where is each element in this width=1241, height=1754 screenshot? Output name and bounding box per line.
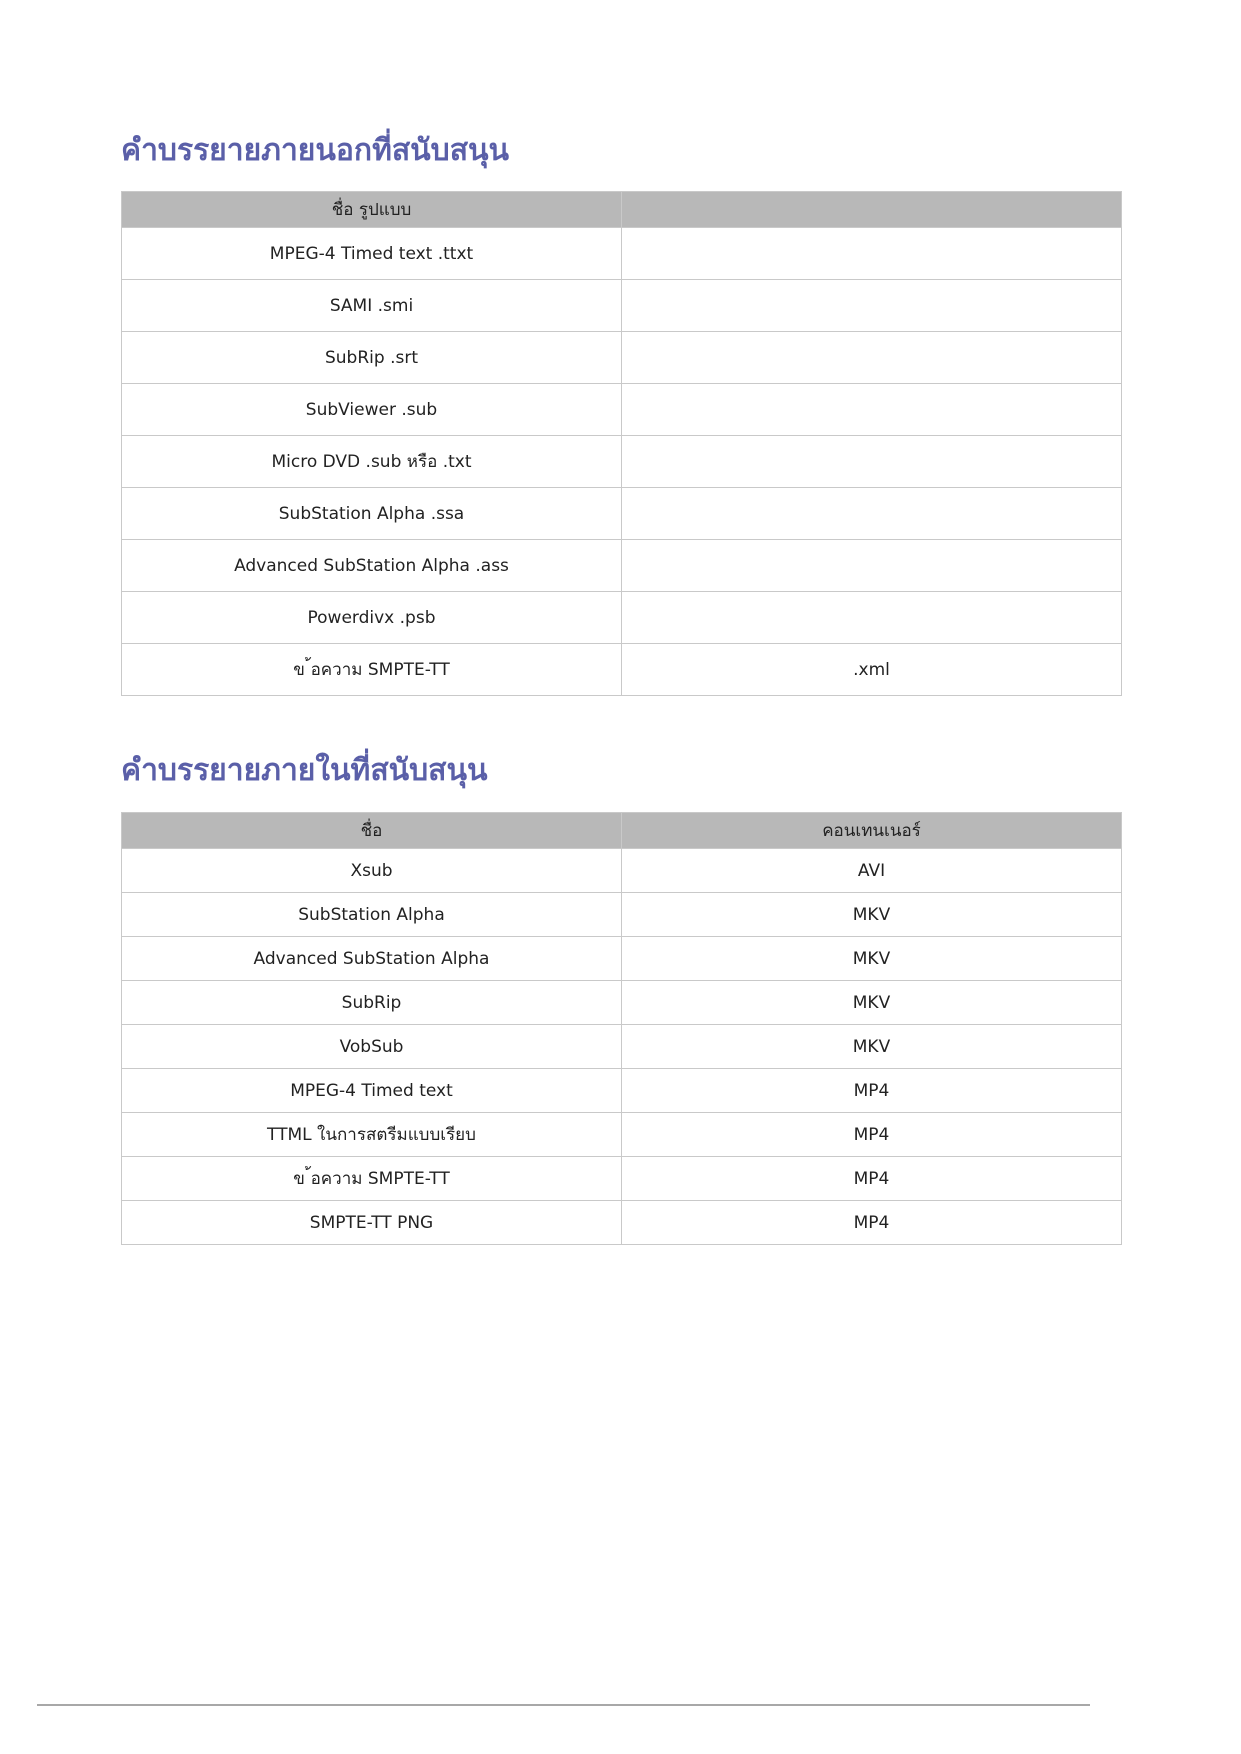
subtitle-name-cell: TTML ในการสตรีมแบบเรียบ — [122, 1113, 622, 1157]
format-name-cell: SAMI .smi — [122, 280, 622, 332]
extension-cell — [622, 332, 1122, 384]
external-subtitles-table — [121, 191, 1122, 696]
format-name-cell: SubRip .srt — [122, 332, 622, 384]
table-row — [122, 644, 1122, 696]
table-row — [122, 937, 1122, 981]
table-row — [122, 1113, 1122, 1157]
container-cell: MKV — [622, 893, 1122, 937]
extension-cell — [622, 592, 1122, 644]
table-row — [122, 488, 1122, 540]
container-cell: MP4 — [622, 1157, 1122, 1201]
footer-divider — [37, 1704, 1090, 1706]
internal-subtitles-title: คำบรรยายภายในที่สนับสนุน — [121, 753, 488, 788]
extension-cell — [622, 384, 1122, 436]
table-row — [122, 384, 1122, 436]
column-header-extension — [622, 192, 1122, 228]
container-cell: MP4 — [622, 1201, 1122, 1245]
extension-cell — [622, 436, 1122, 488]
container-cell: MP4 — [622, 1069, 1122, 1113]
subtitle-name-cell: ข ้อความ SMPTE-TT — [122, 1157, 622, 1201]
table-header-row — [122, 192, 1122, 228]
table-row — [122, 228, 1122, 280]
container-cell: AVI — [622, 849, 1122, 893]
extension-cell — [622, 280, 1122, 332]
table-row — [122, 849, 1122, 893]
table-row — [122, 981, 1122, 1025]
subtitle-name-cell: VobSub — [122, 1025, 622, 1069]
format-name-cell: SubStation Alpha .ssa — [122, 488, 622, 540]
column-header-name-format: ชื่อ รูปแบบ — [122, 192, 622, 228]
subtitle-name-cell: Xsub — [122, 849, 622, 893]
format-name-cell: Advanced SubStation Alpha .ass — [122, 540, 622, 592]
extension-cell — [622, 540, 1122, 592]
table-row — [122, 436, 1122, 488]
subtitle-name-cell: SubRip — [122, 981, 622, 1025]
column-header-container: คอนเทนเนอร์ — [622, 813, 1122, 849]
subtitle-name-cell: SubStation Alpha — [122, 893, 622, 937]
format-name-cell: Powerdivx .psb — [122, 592, 622, 644]
container-cell: MKV — [622, 937, 1122, 981]
container-cell: MKV — [622, 1025, 1122, 1069]
table-row — [122, 1069, 1122, 1113]
subtitle-name-cell: Advanced SubStation Alpha — [122, 937, 622, 981]
table-row — [122, 280, 1122, 332]
table-row — [122, 332, 1122, 384]
table-row — [122, 1025, 1122, 1069]
table-row — [122, 893, 1122, 937]
external-subtitles-title: คำบรรยายภายนอกที่สนับสนุน — [121, 133, 510, 168]
format-name-cell: ข ้อความ SMPTE-TT — [122, 644, 622, 696]
column-header-name: ชื่อ — [122, 813, 622, 849]
table-row — [122, 1157, 1122, 1201]
extension-cell — [622, 228, 1122, 280]
format-name-cell: Micro DVD .sub หรือ .txt — [122, 436, 622, 488]
extension-cell: .xml — [622, 644, 1122, 696]
subtitle-name-cell: SMPTE-TT PNG — [122, 1201, 622, 1245]
table-row — [122, 540, 1122, 592]
table-row — [122, 1201, 1122, 1245]
format-name-cell: SubViewer .sub — [122, 384, 622, 436]
internal-subtitles-table — [121, 812, 1122, 1245]
container-cell: MP4 — [622, 1113, 1122, 1157]
subtitle-name-cell: MPEG-4 Timed text — [122, 1069, 622, 1113]
extension-cell — [622, 488, 1122, 540]
table-header-row — [122, 813, 1122, 849]
table-row — [122, 592, 1122, 644]
format-name-cell: MPEG-4 Timed text .ttxt — [122, 228, 622, 280]
container-cell: MKV — [622, 981, 1122, 1025]
